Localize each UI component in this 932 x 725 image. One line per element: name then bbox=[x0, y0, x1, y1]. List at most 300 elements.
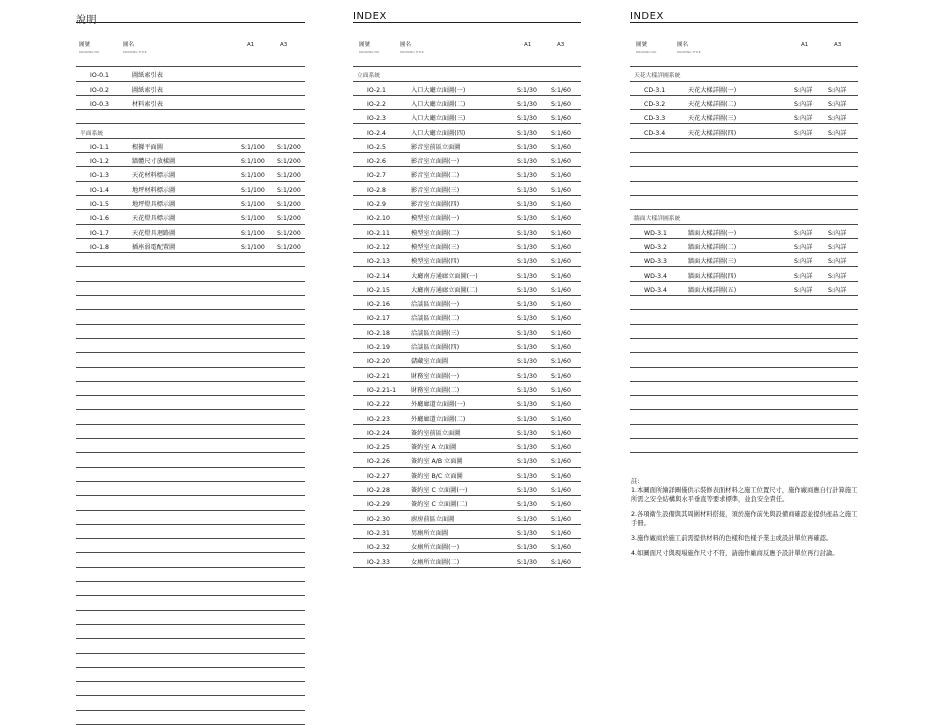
cell-code: IO-2.24 bbox=[367, 429, 390, 437]
cell-name: 牆面大樣詳圖(四) bbox=[688, 272, 737, 280]
cell-name: 女廁所立面圖(一) bbox=[411, 544, 460, 552]
cell-name: 影音室立面圖(三) bbox=[411, 186, 460, 194]
cell-a1: S:內詳 bbox=[794, 86, 813, 94]
cell-code: WD-3.4 bbox=[644, 286, 667, 294]
cell-a1: S:1/30 bbox=[517, 429, 537, 437]
cell-code: IO-0.2 bbox=[90, 86, 109, 94]
cell-a3: S:1/60 bbox=[551, 158, 571, 166]
table-row bbox=[353, 110, 581, 124]
table-row bbox=[353, 239, 581, 253]
table-row bbox=[353, 539, 581, 553]
cell-name: 簽約室 C 立面圖(一) bbox=[411, 487, 468, 494]
cell-code: IO-2.12 bbox=[367, 243, 390, 251]
cell-a3: S:1/60 bbox=[551, 143, 571, 151]
empty-row bbox=[76, 496, 305, 510]
title-rule bbox=[630, 22, 858, 23]
cell-a3: S:內詳 bbox=[828, 100, 847, 108]
cell-a3: S:1/200 bbox=[277, 215, 301, 223]
cell-a1: S:內詳 bbox=[794, 272, 813, 280]
cell-a1: S:1/30 bbox=[517, 272, 537, 280]
cell-code: IO-2.26 bbox=[367, 458, 390, 466]
cell-code: IO-2.13 bbox=[367, 258, 390, 266]
table-row bbox=[353, 253, 581, 267]
cell-a1: S:1/30 bbox=[517, 487, 537, 494]
cell-a1: S:1/30 bbox=[517, 86, 537, 94]
cell-code: IO-0.1 bbox=[90, 72, 109, 80]
cell-name: 牆面大樣詳圖(一) bbox=[688, 229, 737, 237]
empty-row bbox=[630, 325, 858, 339]
cell-name: 影音室立面圖(四) bbox=[411, 201, 460, 208]
cell-name: 模型室立面圖(四) bbox=[411, 258, 460, 266]
cell-code: CD-3.2 bbox=[644, 100, 666, 108]
group-heading: 天花大樣詳圖系統 bbox=[634, 73, 681, 80]
table-row bbox=[353, 482, 581, 496]
cell-a3: S:1/60 bbox=[551, 315, 571, 323]
cell-name: 簽約室 A 立面圖 bbox=[411, 444, 457, 452]
cell-name: 圖紙索引表 bbox=[132, 72, 163, 80]
cell-a3: S:1/60 bbox=[551, 444, 571, 452]
table-row bbox=[353, 153, 581, 167]
cell-code: IO-1.2 bbox=[90, 158, 109, 166]
cell-code: IO-2.18 bbox=[367, 329, 390, 337]
header-a1: A1 bbox=[247, 42, 255, 48]
cell-name: 插座弱電配置圖 bbox=[132, 243, 176, 251]
cell-code: IO-2.15 bbox=[367, 286, 390, 294]
table-row bbox=[353, 225, 581, 239]
cell-a3: S:1/60 bbox=[551, 344, 571, 351]
cell-a3: S:內詳 bbox=[828, 258, 847, 266]
cell-a1: S:1/100 bbox=[241, 143, 265, 151]
cell-a1: S:內詳 bbox=[794, 258, 813, 266]
empty-row bbox=[76, 282, 305, 296]
empty-row bbox=[76, 110, 305, 124]
cell-a1: S:1/30 bbox=[517, 229, 537, 237]
cell-a1: S:1/30 bbox=[517, 186, 537, 194]
cell-code: IO-2.2 bbox=[367, 100, 386, 108]
header-drawing-title-sub: DRAWING TITLE bbox=[400, 50, 424, 54]
cell-a3: S:1/60 bbox=[551, 86, 571, 94]
cell-code: IO-2.1 bbox=[367, 86, 386, 94]
cell-a3: S:1/60 bbox=[551, 372, 571, 380]
cell-name: 簽約室 A/B 立面圖 bbox=[411, 458, 463, 466]
cell-code: IO-2.20 bbox=[367, 358, 390, 366]
cell-a3: S:1/60 bbox=[551, 429, 571, 437]
cell-a1: S:1/30 bbox=[517, 372, 537, 380]
cell-a3: S:1/200 bbox=[277, 186, 301, 194]
empty-row bbox=[76, 253, 305, 267]
cell-a1: S:1/30 bbox=[517, 501, 537, 509]
header-drawing-no-sub: DRAWING NO. bbox=[359, 50, 380, 54]
empty-row bbox=[630, 182, 858, 196]
empty-row bbox=[76, 554, 305, 568]
header-drawing-title-sub: DRAWING TITLE bbox=[677, 50, 701, 54]
cell-a3: S:1/60 bbox=[551, 201, 571, 208]
table-row bbox=[353, 310, 581, 324]
index-column-2 bbox=[353, 0, 581, 600]
empty-row bbox=[630, 296, 858, 310]
cell-a1: S:1/100 bbox=[241, 243, 265, 251]
cell-a3: S:1/60 bbox=[551, 515, 571, 523]
table-row bbox=[76, 196, 305, 210]
cell-name: 牆體尺寸放樣圖 bbox=[132, 158, 176, 166]
header-drawing-title: 圖名 bbox=[677, 42, 689, 48]
table-row bbox=[353, 96, 581, 110]
cell-a3: S:1/60 bbox=[551, 215, 571, 223]
cell-code: IO-2.8 bbox=[367, 186, 386, 194]
header-a3: A3 bbox=[834, 42, 842, 48]
table-row bbox=[353, 210, 581, 224]
cell-name: 影音室立面圖(一) bbox=[411, 158, 460, 166]
header-a3: A3 bbox=[280, 42, 288, 48]
column-title: 說明 bbox=[76, 15, 97, 26]
cell-a1: S:1/30 bbox=[517, 115, 537, 123]
cell-a3: S:1/200 bbox=[277, 143, 301, 151]
table-row bbox=[353, 125, 581, 139]
cell-a1: S:1/30 bbox=[517, 315, 537, 323]
cell-code: IO-1.5 bbox=[90, 201, 109, 208]
cell-a1: S:1/30 bbox=[517, 515, 537, 523]
table-row bbox=[76, 210, 305, 224]
group-heading: 立面系統 bbox=[357, 73, 381, 80]
group-heading-row bbox=[76, 125, 305, 139]
cell-a1: S:1/30 bbox=[517, 386, 537, 394]
cell-a1: S:1/100 bbox=[241, 201, 265, 208]
note-item: 3.施作廠商於施工前需提供材料的色樣和色樣予業主或設計單位再確認。 bbox=[631, 535, 833, 543]
cell-name: 入口大廳立面圖(四) bbox=[411, 129, 466, 137]
cell-a3: S:1/60 bbox=[551, 100, 571, 108]
table-row bbox=[353, 396, 581, 410]
cell-a3: S:1/200 bbox=[277, 172, 301, 180]
cell-a3: S:1/200 bbox=[277, 158, 301, 166]
empty-row bbox=[630, 411, 858, 425]
title-rule bbox=[353, 22, 581, 23]
cell-code: IO-2.30 bbox=[367, 515, 390, 523]
cell-code: IO-1.7 bbox=[90, 229, 109, 237]
empty-row bbox=[630, 439, 858, 453]
cell-a1: S:1/30 bbox=[517, 472, 537, 480]
empty-row bbox=[76, 425, 305, 439]
cell-a3: S:1/200 bbox=[277, 201, 301, 208]
cell-a1: S:1/30 bbox=[517, 286, 537, 294]
cell-code: CD-3.1 bbox=[644, 86, 666, 94]
table-row bbox=[630, 110, 858, 124]
cell-code: IO-2.4 bbox=[367, 129, 386, 137]
header-a3: A3 bbox=[557, 42, 565, 48]
cell-code: IO-2.28 bbox=[367, 487, 390, 494]
cell-name: 外廳廊道立面圖(一) bbox=[411, 401, 466, 409]
cell-name: 天花大樣詳圖(三) bbox=[688, 115, 737, 123]
cell-a1: S:1/30 bbox=[517, 529, 537, 537]
cell-name: 洽談區立面圖(三) bbox=[411, 329, 460, 337]
table-row bbox=[353, 525, 581, 539]
cell-name: 儲藏室立面圖 bbox=[411, 358, 449, 366]
empty-row bbox=[76, 611, 305, 625]
cell-a1: S:1/100 bbox=[241, 158, 265, 166]
cell-a1: S:1/30 bbox=[517, 215, 537, 223]
cell-code: IO-1.8 bbox=[90, 243, 109, 251]
cell-name: 大廳南方通廊立面圖(二) bbox=[411, 286, 478, 294]
empty-row bbox=[76, 568, 305, 582]
header-a1: A1 bbox=[524, 42, 532, 48]
cell-name: 天花材料標示圖 bbox=[132, 172, 176, 180]
empty-row bbox=[76, 53, 305, 67]
empty-row bbox=[76, 639, 305, 653]
cell-name: 地坪材料標示圖 bbox=[132, 186, 176, 194]
header-drawing-no-sub: DRAWING NO. bbox=[636, 50, 657, 54]
table-row bbox=[353, 453, 581, 467]
table-row bbox=[353, 339, 581, 353]
cell-name: 影音室立面圖(二) bbox=[411, 172, 460, 180]
cell-name: 女廁所立面圖(二) bbox=[411, 558, 460, 566]
empty-row bbox=[76, 382, 305, 396]
empty-row bbox=[76, 396, 305, 410]
cell-name: 外廳廊道立面圖(二) bbox=[411, 415, 466, 423]
cell-a3: S:1/60 bbox=[551, 415, 571, 423]
cell-a1: S:1/30 bbox=[517, 344, 537, 351]
table-row bbox=[630, 253, 858, 267]
cell-a1: S:內詳 bbox=[794, 115, 813, 123]
table-row bbox=[353, 268, 581, 282]
cell-a3: S:1/60 bbox=[551, 129, 571, 137]
cell-a3: S:內詳 bbox=[828, 243, 847, 251]
cell-name: 入口大廳立面圖(二) bbox=[411, 100, 466, 108]
cell-name: 牆面大樣詳圖(五) bbox=[688, 286, 737, 294]
cell-name: 影音室前區立面圖 bbox=[411, 143, 461, 151]
cell-a3: S:內詳 bbox=[828, 115, 847, 123]
cell-code: IO-2.19 bbox=[367, 344, 390, 351]
empty-row bbox=[76, 468, 305, 482]
cell-a3: S:1/60 bbox=[551, 544, 571, 552]
cell-a1: S:1/30 bbox=[517, 544, 537, 552]
empty-row bbox=[76, 625, 305, 639]
cell-code: IO-2.11 bbox=[367, 229, 390, 237]
empty-row bbox=[76, 325, 305, 339]
table-row bbox=[76, 153, 305, 167]
cell-a1: S:1/30 bbox=[517, 143, 537, 151]
cell-a3: S:1/60 bbox=[551, 358, 571, 366]
table-row bbox=[353, 196, 581, 210]
cell-name: 入口大廳立面圖(一) bbox=[411, 86, 466, 94]
table-row bbox=[353, 468, 581, 482]
empty-row bbox=[630, 396, 858, 410]
cell-a1: S:1/100 bbox=[241, 186, 265, 194]
empty-row bbox=[630, 382, 858, 396]
empty-row bbox=[76, 353, 305, 367]
cell-a3: S:1/60 bbox=[551, 386, 571, 394]
cell-name: 天花大樣詳圖(四) bbox=[688, 129, 737, 137]
empty-row bbox=[76, 268, 305, 282]
empty-row bbox=[76, 697, 305, 711]
cell-code: IO-2.16 bbox=[367, 301, 390, 309]
notes-title: 註: bbox=[631, 478, 640, 485]
cell-name: 洽談區立面圖(二) bbox=[411, 315, 460, 323]
empty-row bbox=[76, 482, 305, 496]
empty-row bbox=[630, 139, 858, 153]
table-row bbox=[353, 353, 581, 367]
table-row bbox=[353, 282, 581, 296]
empty-row bbox=[630, 339, 858, 353]
empty-row bbox=[76, 511, 305, 525]
title-rule bbox=[76, 22, 305, 23]
cell-a3: S:1/60 bbox=[551, 401, 571, 409]
cell-name: 牆面大樣詳圖(二) bbox=[688, 243, 737, 251]
empty-row bbox=[76, 411, 305, 425]
cell-a3: S:1/60 bbox=[551, 272, 571, 280]
cell-code: IO-2.22 bbox=[367, 401, 390, 409]
table-row bbox=[353, 382, 581, 396]
cell-code: IO-2.27 bbox=[367, 472, 390, 480]
cell-code: IO-2.31 bbox=[367, 529, 390, 537]
cell-name: 地坪燈具標示圖 bbox=[132, 201, 176, 208]
empty-row bbox=[353, 53, 581, 67]
empty-row bbox=[630, 368, 858, 382]
cell-code: IO-0.3 bbox=[90, 100, 109, 108]
table-row bbox=[76, 182, 305, 196]
cell-a3: S:1/60 bbox=[551, 472, 571, 480]
header-drawing-no-sub: DRAWING NO. bbox=[79, 50, 100, 54]
table-row bbox=[630, 282, 858, 296]
cell-name: 簽約室 B/C 立面圖 bbox=[411, 472, 463, 480]
table-row bbox=[76, 225, 305, 239]
empty-row bbox=[76, 339, 305, 353]
cell-code: IO-2.10 bbox=[367, 215, 390, 223]
cell-name: 根據平面圖 bbox=[132, 143, 163, 151]
table-row bbox=[353, 182, 581, 196]
cell-a1: S:內詳 bbox=[794, 286, 813, 294]
cell-a3: S:1/60 bbox=[551, 115, 571, 123]
table-row bbox=[353, 368, 581, 382]
group-heading-row bbox=[630, 210, 858, 224]
cell-code: IO-2.23 bbox=[367, 415, 390, 423]
cell-code: IO-2.21-1 bbox=[367, 386, 397, 394]
cell-name: 簽約室 C 立面圖(二) bbox=[411, 501, 468, 509]
header-drawing-title-sub: DRAWING TITLE bbox=[123, 50, 147, 54]
cell-a3: S:1/60 bbox=[551, 301, 571, 309]
cell-name: 材料索引表 bbox=[132, 100, 163, 108]
table-row bbox=[76, 139, 305, 153]
note-item: 1.本圖面所繪詳圖僅供示裝修表面材料之施工位置尺寸，施作廠商應自行計算施工所需之安全結構與水平垂直等要求標準，並負安全責任。 bbox=[631, 487, 858, 503]
cell-a3: S:內詳 bbox=[828, 286, 847, 294]
cell-a1: S:1/100 bbox=[241, 229, 265, 237]
cell-a3: S:內詳 bbox=[828, 272, 847, 280]
cell-a1: S:1/30 bbox=[517, 301, 537, 309]
column-title: INDEX bbox=[630, 11, 664, 22]
table-row bbox=[353, 439, 581, 453]
note-item: 4.如圖面尺寸與現場施作尺寸不符，請施作廠商反應予設計單位再行討論。 bbox=[631, 550, 839, 558]
empty-row bbox=[76, 682, 305, 696]
table-row bbox=[353, 296, 581, 310]
table-row bbox=[353, 167, 581, 181]
cell-a1: S:1/30 bbox=[517, 158, 537, 166]
cell-a1: S:1/30 bbox=[517, 358, 537, 366]
cell-a1: S:1/30 bbox=[517, 415, 537, 423]
group-heading-row bbox=[630, 67, 858, 81]
table-row bbox=[76, 96, 305, 110]
table-row bbox=[630, 82, 858, 96]
cell-a1: S:1/30 bbox=[517, 401, 537, 409]
table-row bbox=[76, 167, 305, 181]
cell-code: IO-1.4 bbox=[90, 186, 109, 194]
cell-code: IO-2.33 bbox=[367, 558, 390, 566]
cell-code: WD-3.2 bbox=[644, 243, 667, 251]
column-title: INDEX bbox=[353, 11, 387, 22]
cell-code: IO-2.9 bbox=[367, 201, 386, 208]
group-heading: 牆面大樣詳圖系統 bbox=[634, 216, 681, 223]
cell-name: 天花大樣詳圖(二) bbox=[688, 100, 737, 108]
cell-a1: S:1/30 bbox=[517, 129, 537, 137]
cell-a3: S:1/60 bbox=[551, 487, 571, 494]
empty-row bbox=[630, 53, 858, 67]
cell-code: IO-2.32 bbox=[367, 544, 390, 552]
cell-a3: S:1/60 bbox=[551, 329, 571, 337]
empty-row bbox=[630, 353, 858, 367]
header-drawing-title: 圖名 bbox=[123, 42, 135, 48]
cell-name: 財務室立面圖(一) bbox=[411, 372, 460, 380]
cell-a3: S:1/60 bbox=[551, 286, 571, 294]
cell-a1: S:1/100 bbox=[241, 172, 265, 180]
cell-name: 天花燈具迴路圖 bbox=[132, 229, 176, 237]
header-drawing-no: 圖號 bbox=[359, 42, 371, 48]
cell-code: IO-2.29 bbox=[367, 501, 390, 509]
cell-code: WD-3.4 bbox=[644, 272, 667, 280]
cell-code: IO-2.25 bbox=[367, 444, 390, 452]
cell-name: 洽談區立面圖(一) bbox=[411, 301, 460, 309]
cell-code: IO-1.1 bbox=[90, 143, 109, 151]
cell-name: 天花大樣詳圖(一) bbox=[688, 86, 737, 94]
cell-a1: S:1/30 bbox=[517, 172, 537, 180]
cell-a3: S:1/60 bbox=[551, 501, 571, 509]
table-row bbox=[630, 96, 858, 110]
header-drawing-no: 圖號 bbox=[79, 42, 91, 48]
empty-row bbox=[630, 310, 858, 324]
note-item: 2.各項衛生設備與其周圍材料搭接，須於施作前先與設備商確認並提供產品之施工手冊。 bbox=[631, 511, 858, 527]
header-a1: A1 bbox=[801, 42, 809, 48]
cell-a1: S:內詳 bbox=[794, 243, 813, 251]
cell-name: 洽談區立面圖(四) bbox=[411, 344, 460, 351]
cell-a3: S:內詳 bbox=[828, 129, 847, 137]
cell-a1: S:內詳 bbox=[794, 129, 813, 137]
cell-a3: S:1/60 bbox=[551, 186, 571, 194]
cell-code: IO-2.21 bbox=[367, 372, 390, 380]
cell-a3: S:1/60 bbox=[551, 172, 571, 180]
table-row bbox=[353, 411, 581, 425]
cell-name: 入口大廳立面圖(三) bbox=[411, 115, 466, 123]
empty-row bbox=[630, 167, 858, 181]
cell-name: 模型室立面圖(三) bbox=[411, 243, 460, 251]
cell-code: CD-3.4 bbox=[644, 129, 666, 137]
cell-a3: S:1/60 bbox=[551, 529, 571, 537]
empty-row bbox=[76, 596, 305, 610]
cell-a1: S:1/100 bbox=[241, 215, 265, 223]
cell-name: 簽約室前區立面圖 bbox=[411, 429, 461, 437]
cell-a3: S:1/60 bbox=[551, 558, 571, 566]
cell-name: 男廁所立面圖 bbox=[411, 529, 449, 537]
empty-row bbox=[76, 439, 305, 453]
cell-code: IO-2.14 bbox=[367, 272, 390, 280]
empty-row bbox=[76, 539, 305, 553]
table-row bbox=[630, 268, 858, 282]
cell-code: WD-3.3 bbox=[644, 258, 667, 266]
cell-a1: S:內詳 bbox=[794, 229, 813, 237]
table-row bbox=[630, 125, 858, 139]
table-row bbox=[353, 425, 581, 439]
empty-row bbox=[76, 668, 305, 682]
cell-a3: S:1/60 bbox=[551, 229, 571, 237]
cell-name: 天花燈具標示圖 bbox=[132, 215, 176, 223]
cell-name: 牆面大樣詳圖(三) bbox=[688, 258, 737, 266]
cell-code: IO-2.17 bbox=[367, 315, 390, 323]
table-row bbox=[353, 511, 581, 525]
